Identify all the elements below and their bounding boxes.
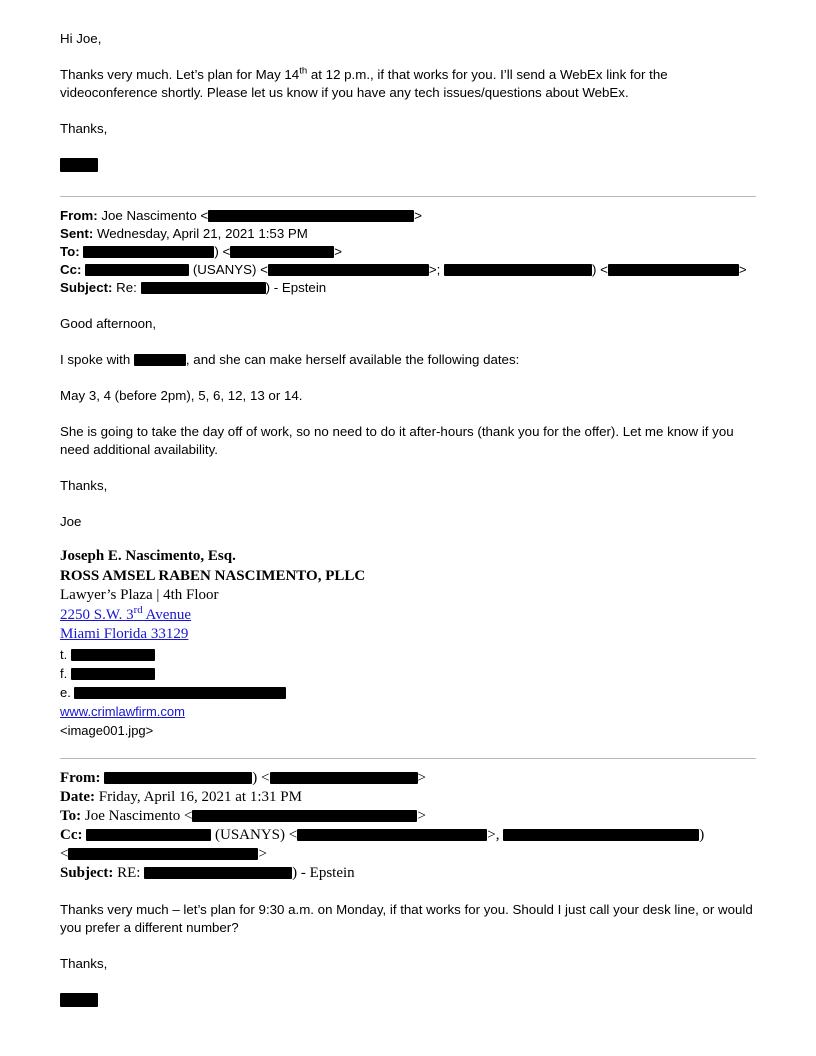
signature-telephone: [60, 645, 756, 664]
header-sent-value: Wednesday, April 21, 2021 1:53 PM: [96, 226, 308, 241]
top-message-signature-redaction: [60, 156, 756, 174]
message-2-dates: May 3, 4 (before 2pm), 5, 6, 12, 13 or 14.: [60, 388, 303, 403]
redaction-bar: [608, 264, 739, 276]
message-2-headers: [60, 207, 756, 297]
signature-fax: [60, 664, 756, 683]
header-date-value: Friday, April 16, 2021 at 1:31 PM: [98, 788, 302, 805]
top-message: [60, 30, 756, 174]
message-2-line-post: , and she can make herself available the following dates:: [185, 352, 520, 367]
header-cc-org: (USANYS): [192, 262, 257, 277]
redaction-bar: [141, 282, 266, 294]
message-divider-1: [60, 196, 756, 197]
message-2-availability-line: [60, 351, 756, 369]
header-from-label: From:: [60, 769, 101, 786]
signature-address-line-2: [60, 625, 756, 645]
top-message-paragraph: [60, 66, 756, 102]
redaction-bar: [270, 772, 418, 784]
message-2-paragraph-2: She is going to take the day off of work, so no need to do it after-hours (thank you for the offer). Let me know if you need additional availability.: [60, 424, 734, 457]
header-to-value: Joe Nascimento <: [84, 807, 193, 824]
header-sent: [60, 225, 756, 243]
message-3-closing: Thanks,: [60, 955, 108, 971]
header-cc-continued: < >: [60, 845, 267, 862]
ordinal-suffix: rd: [133, 603, 143, 616]
message-3-signature-redaction: [60, 991, 756, 1009]
address-link[interactable]: [60, 603, 192, 623]
message-3-paragraph-1: Thanks very much – let’s plan for 9:30 a.m. on Monday, if that works for you. Should I just call your desk line, or would you prefer a different number?: [60, 901, 753, 935]
header-to: To: ) < >: [60, 244, 343, 259]
header-to-label: To:: [60, 244, 80, 259]
header-to: To: Joe Nascimento < >: [60, 807, 426, 824]
header-from: From: ) < >: [60, 769, 426, 786]
message-2-sender-name: Joe: [60, 514, 82, 529]
redaction-bar: [60, 158, 98, 172]
redaction-bar: [85, 264, 189, 276]
header-subject-value: RE:: [117, 864, 141, 881]
top-message-closing: Thanks,: [60, 121, 108, 136]
signature-name: Joseph E. Nascimento, Esq.: [60, 548, 236, 564]
redaction-bar: [86, 829, 211, 841]
header-from: From: Joe Nascimento < >: [60, 208, 422, 223]
redaction-bar: [144, 867, 292, 879]
header-sent-label: Sent:: [60, 226, 94, 241]
header-date-label: Date:: [60, 788, 95, 805]
redaction-bar: [74, 687, 286, 699]
signature-address-line-1: [60, 603, 756, 626]
email-label: e.: [60, 684, 71, 700]
fax-label: f.: [60, 665, 68, 681]
address-line-1-pre: 2250 S.W. 3: [60, 606, 134, 623]
signature-email: [60, 683, 756, 702]
message-2-body: [60, 315, 756, 531]
message-2-greeting: Good afternoon,: [60, 316, 157, 331]
top-message-paragraph-part-a: Thanks very much. Let’s plan for May 14: [60, 67, 300, 82]
header-subject-value: Re:: [116, 280, 137, 295]
header-subject: [60, 864, 756, 883]
header-from-value: Joe Nascimento <: [101, 208, 209, 223]
redaction-bar: [83, 246, 214, 258]
redaction-bar: [444, 264, 592, 276]
header-cc-label: Cc:: [60, 826, 83, 843]
redaction-bar: [71, 649, 155, 661]
header-to-label: To:: [60, 807, 82, 824]
redaction-bar: [71, 668, 155, 680]
redaction-bar: [104, 772, 252, 784]
header-date: [60, 788, 756, 807]
header-cc: Cc: (USANYS) < >, ): [60, 826, 705, 843]
website-link[interactable]: www.crimlawfirm.com: [60, 703, 185, 719]
redaction-bar: [208, 210, 414, 222]
redaction-bar: [503, 829, 699, 841]
redaction-bar: [230, 246, 334, 258]
signature-website: [60, 702, 756, 721]
redaction-bar: [68, 848, 258, 860]
redaction-bar: [60, 993, 98, 1007]
top-message-greeting: Hi Joe,: [60, 31, 102, 46]
header-cc-org: (USANYS): [215, 826, 286, 843]
address-line-1-post: Avenue: [142, 606, 192, 623]
header-subject-label: Subject:: [60, 864, 114, 881]
signature-block: [60, 547, 756, 740]
header-subject-suffix: ) - Epstein: [292, 864, 355, 881]
header-subject: [60, 279, 756, 297]
header-subject-label: Subject:: [60, 280, 113, 295]
ordinal-suffix: th: [299, 65, 308, 77]
address-link-2[interactable]: Miami Florida 33129: [60, 626, 189, 642]
message-divider-2: [60, 758, 756, 759]
message-3-body: [60, 901, 756, 1009]
telephone-label: t.: [60, 646, 68, 662]
signature-firm: ROSS AMSEL RABEN NASCIMENTO, PLLC: [60, 567, 366, 584]
signature-office: Lawyer’s Plaza | 4th Floor: [60, 587, 219, 603]
signature-image-attachment: <image001.jpg>: [60, 722, 154, 738]
header-from-label: From:: [60, 208, 98, 223]
message-2-closing: Thanks,: [60, 478, 108, 493]
top-message-paragraph-part-b: at 12 p.m., if that works for you. I’ll send a WebEx link for the videoconference shortly. Please let us know if you have any tech issues/questions about WebEx.: [60, 67, 668, 100]
redaction-bar: [134, 354, 186, 366]
redaction-bar: [192, 810, 417, 822]
header-cc: Cc: (USANYS) < >; ) < >: [60, 262, 747, 277]
message-2-line-pre: I spoke with: [60, 352, 131, 367]
header-subject-suffix: ) - Epstein: [265, 280, 327, 295]
message-3-headers: [60, 769, 756, 883]
header-cc-label: Cc:: [60, 262, 82, 277]
redaction-bar: [268, 264, 429, 276]
redaction-bar: [297, 829, 487, 841]
